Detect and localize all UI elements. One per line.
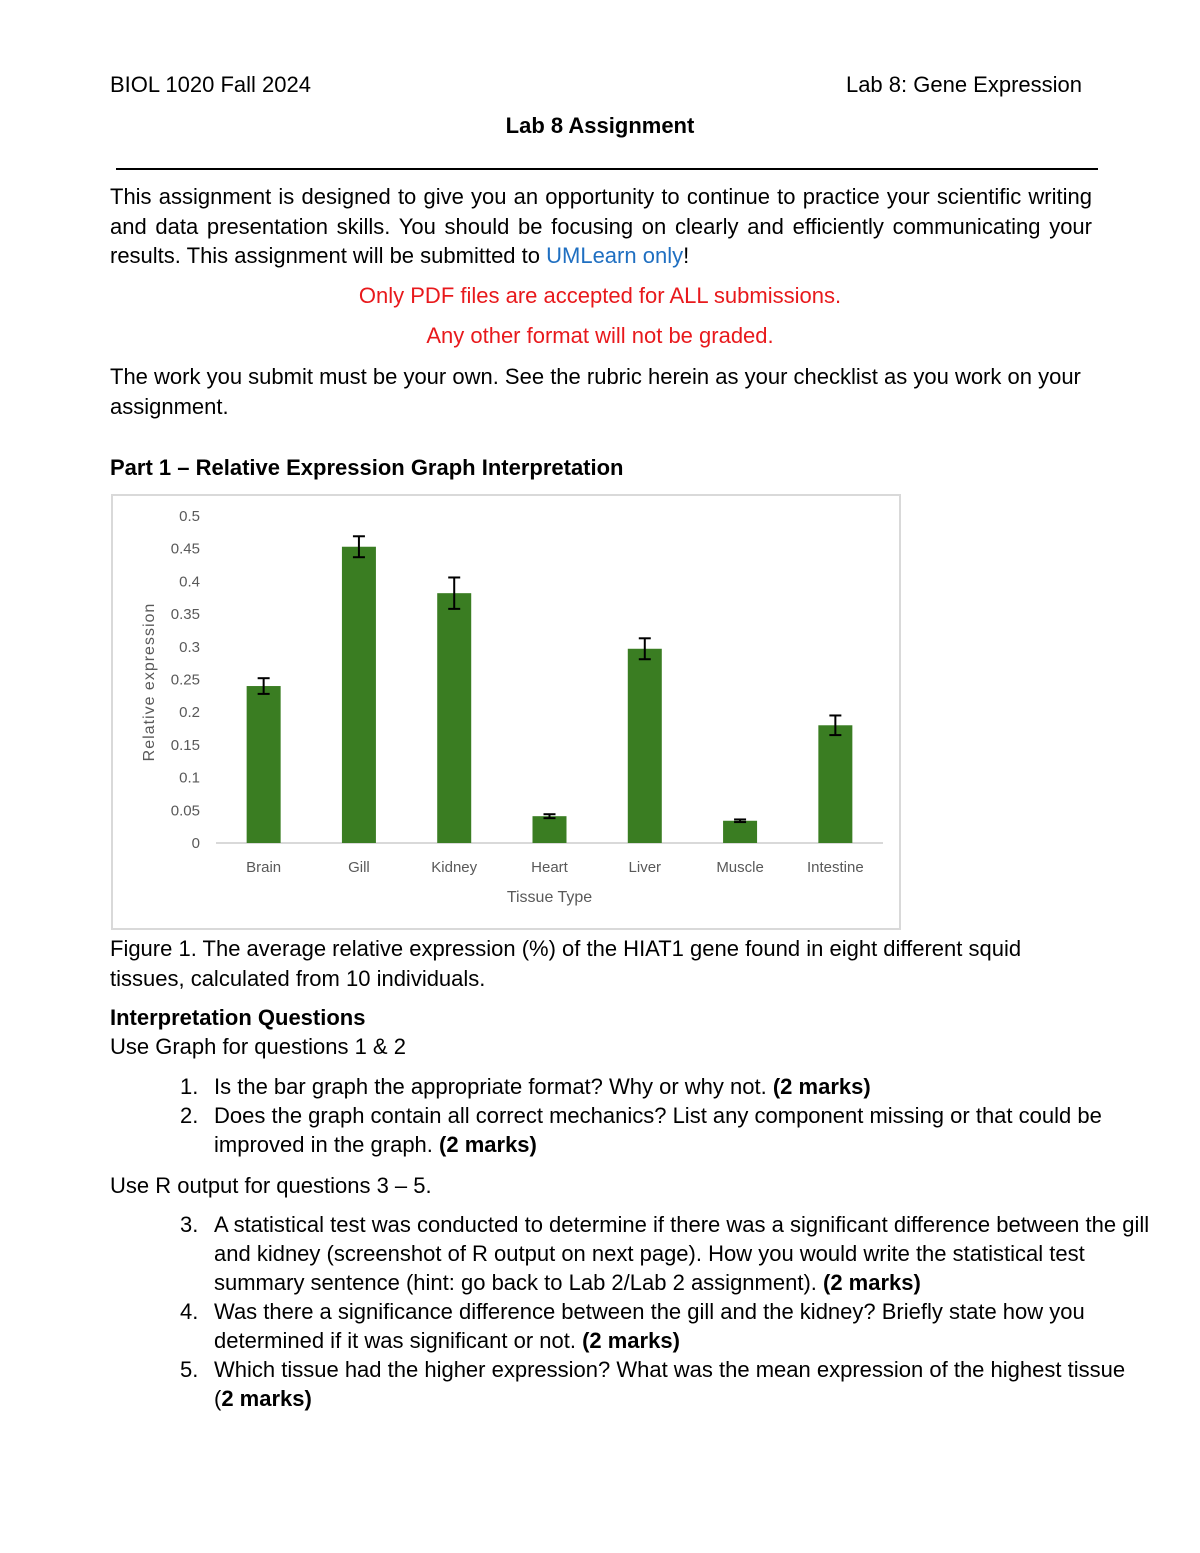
question-5 <box>110 1355 1150 1413</box>
y-tick-label: 0 <box>191 835 200 852</box>
bar-brain <box>247 686 281 843</box>
format-warning: Any other format will not be graded. <box>426 323 774 348</box>
intro-paragraph <box>110 182 1092 271</box>
umlearn-link[interactable]: UMLearn only <box>546 243 684 268</box>
x-tick-label: Heart <box>531 859 568 876</box>
question-1 <box>110 1072 1150 1101</box>
lab-title: Lab 8: Gene Expression <box>845 72 1082 97</box>
use-r-instruction: Use R output for questions 3 – 5. <box>110 1173 432 1198</box>
question-list-a <box>110 1072 1150 1159</box>
question-marks: (2 marks) <box>439 1132 537 1157</box>
document-title: Lab 8 Assignment <box>505 113 695 138</box>
part1-heading: Part 1 – Relative Expression Graph Interpretation <box>110 455 624 480</box>
question-2 <box>110 1101 1150 1159</box>
y-tick-label: 0.35 <box>170 606 200 624</box>
question-text: Does the graph contain all correct mechanics? List any component missing or that could be improved in the graph. <box>214 1103 1102 1157</box>
question-list-b <box>110 1210 1150 1413</box>
bar-chart-svg <box>113 496 899 928</box>
y-tick-label: 0.3 <box>179 638 200 656</box>
question-marks: (2 marks) <box>772 1074 871 1099</box>
intro-end: ! <box>683 243 690 268</box>
x-tick-label: Brain <box>246 859 282 876</box>
y-tick-label: 0.15 <box>170 736 200 754</box>
rubric-paragraph: The work you submit must be your own. See the rubric herein as your checklist as you work on your assignment. <box>110 364 1081 419</box>
y-axis-title: Relative expression <box>141 602 158 762</box>
y-tick-label: 0.5 <box>179 508 200 525</box>
question-number: 5. <box>180 1357 199 1382</box>
course-code: BIOL 1020 Fall 2024 <box>110 72 311 97</box>
bar-intestine <box>818 725 852 843</box>
use-graph-instruction: Use Graph for questions 1 & 2 <box>110 1034 406 1059</box>
x-tick-label: Liver <box>628 859 662 876</box>
x-tick-label: Intestine <box>806 859 864 876</box>
question-number: 3. <box>180 1212 199 1237</box>
question-marks: (2 marks) <box>582 1328 680 1353</box>
question-number: 1. <box>180 1074 199 1099</box>
x-axis-title: Tissue Type <box>506 889 593 906</box>
question-text: Was there a significance difference between the gill and the kidney? Briefly state how you determined if it was significant or not. <box>214 1299 1085 1353</box>
question-number: 4. <box>180 1299 199 1324</box>
question-text: Is the bar graph the appropriate format? Why or why not. <box>214 1074 773 1099</box>
question-text: Which tissue had the higher expression? What was the mean expression of the highest tissue ( <box>214 1357 1126 1411</box>
question-number: 2. <box>180 1103 199 1128</box>
question-4 <box>110 1297 1150 1355</box>
x-tick-label: Kidney <box>431 859 478 876</box>
pdf-warning: Only PDF files are accepted for ALL submissions. <box>358 283 842 308</box>
figure-caption: Figure 1. The average relative expression (%) of the HIAT1 gene found in eight different squid tissues, calculated from 10 individuals. <box>110 936 1022 991</box>
bar-heart <box>533 816 567 843</box>
question-3 <box>110 1210 1150 1297</box>
bar-kidney <box>437 593 471 843</box>
bar-muscle <box>723 821 757 843</box>
y-tick-label: 0.45 <box>170 540 200 558</box>
y-tick-label: 0.1 <box>179 769 200 787</box>
questions-heading: Interpretation Questions <box>110 1005 366 1030</box>
intro-text: This assignment is designed to give you an opportunity to continue to practice your scientific writing and data presentation skills. You should be focusing on clearly and efficiently communicating your results. This assignment will be submitted to <box>110 184 1092 268</box>
y-tick-label: 0.25 <box>170 671 200 689</box>
question-text: A statistical test was conducted to determine if there was a significant difference between the gill and kidney (screenshot of R output on next page). How you would write the statistical test summary sentence (hint: go back to Lab 2/Lab 2 assignment). <box>214 1212 1150 1295</box>
x-tick-label: Muscle <box>716 859 764 876</box>
y-tick-label: 0.4 <box>179 573 200 591</box>
bar-gill <box>342 547 376 843</box>
expression-chart <box>111 494 901 930</box>
question-marks: 2 marks) <box>221 1386 312 1411</box>
bar-liver <box>628 649 662 843</box>
x-tick-label: Gill <box>348 859 370 876</box>
y-tick-label: 0.05 <box>170 802 200 820</box>
title-divider <box>116 168 1098 170</box>
question-marks: (2 marks) <box>823 1270 921 1295</box>
y-tick-label: 0.2 <box>179 704 200 722</box>
